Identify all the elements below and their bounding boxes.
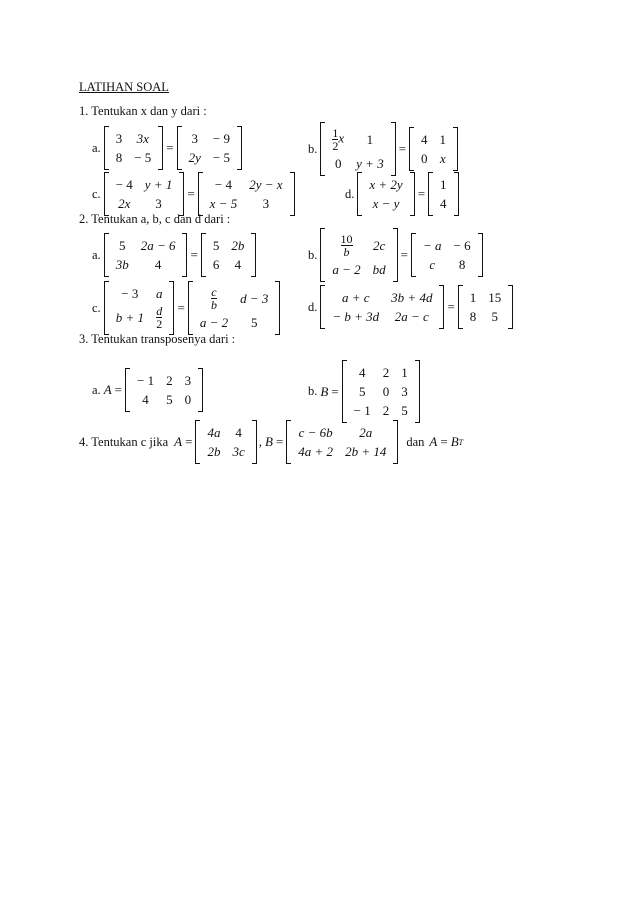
q2a: [92, 233, 256, 277]
condition-equals: =: [440, 434, 448, 449]
q2c-label: c.: [92, 300, 101, 315]
q1b-label: b.: [308, 141, 318, 156]
q1c-right-matrix: − 4 2y − x x − 5 3: [198, 172, 295, 216]
q1c: [92, 172, 295, 216]
matrix-name-b: B: [320, 383, 329, 399]
q2d: [308, 285, 513, 329]
q2b: [308, 228, 483, 282]
q2b-right-matrix: − a − 6 c 8: [411, 233, 483, 277]
q1d-right-matrix: 1 4: [428, 172, 459, 216]
equals-sign: =: [190, 247, 198, 262]
q1d-left-matrix: x + 2y x − y: [357, 172, 414, 216]
equals-sign: =: [177, 300, 185, 315]
equals-sign: =: [166, 140, 174, 155]
equals-sign: =: [331, 383, 339, 399]
equals-sign: =: [400, 247, 408, 262]
condition-rhs: B: [450, 434, 459, 449]
q3a-label: a.: [92, 382, 101, 397]
q1a-label: a.: [92, 140, 101, 155]
q2d-label: d.: [308, 299, 318, 314]
question-4-label: 4. Tentukan c jika: [79, 435, 169, 449]
q1d: [345, 172, 459, 216]
equals-sign: =: [187, 186, 195, 201]
equals-sign: =: [114, 382, 122, 397]
q1a-right-matrix: 3 − 9 2y − 5: [177, 126, 242, 170]
q4-matrix-a: 4a 4 2b 3c: [195, 420, 256, 464]
q3b: [308, 360, 420, 423]
q3a-matrix: − 1 2 3 4 5 0: [125, 368, 203, 412]
question-3-label: 3. Tentukan transposenya dari :: [79, 332, 236, 346]
fraction: $\frac{1}{2}$: [332, 126, 339, 153]
fraction: $\frac{c}{b}$: [210, 285, 217, 312]
page-title: LATIHAN SOAL: [79, 80, 169, 94]
q2a-left-matrix: 5 2a − 6 3b 4: [104, 233, 188, 277]
equals-sign: =: [275, 434, 284, 449]
q1b: [308, 122, 458, 176]
matrix-name-a: A: [103, 382, 112, 397]
equals-sign: =: [417, 186, 426, 201]
q2b-left-matrix: $\frac{10}{b}$ 2c a − 2 bd: [320, 228, 397, 282]
q1c-label: c.: [92, 186, 101, 201]
q2d-left-matrix: a + c 3b + 4d − b + 3d 2a − c: [320, 285, 444, 329]
equals-sign: =: [447, 299, 455, 314]
q3b-label: b.: [308, 384, 318, 398]
q1a: [92, 126, 242, 170]
fraction: $\frac{10}{b}$: [340, 232, 353, 259]
equals-sign: =: [185, 434, 193, 449]
q2c-right-matrix: $\frac{c}{b}$ d − 3 a − 2 5: [188, 281, 281, 335]
equals-sign: =: [398, 141, 407, 156]
q1b-left-matrix: $\frac{1}{2}$ x 1 0 y + 3: [320, 122, 395, 176]
matrix-name-a: A: [174, 434, 183, 449]
q2c: [92, 281, 280, 335]
question-2-label: 2. Tentukan a, b, c dan d dari :: [79, 212, 231, 226]
q2d-right-matrix: 1 15 8 5: [458, 285, 514, 329]
q1d-label: d.: [345, 186, 355, 201]
q1c-left-matrix: − 4 y + 1 2x 3: [104, 172, 185, 216]
q1a-left-matrix: 3 3x 8 − 5: [104, 126, 164, 170]
transpose-superscript: T: [458, 437, 464, 447]
q4-matrix-b: c − 6b 2a 4a + 2 2b + 14: [286, 420, 398, 464]
q3a: [92, 368, 203, 412]
comma: ,: [258, 434, 262, 449]
q2a-right-matrix: 5 2b 6 4: [201, 233, 257, 277]
question-1-label: 1. Tentukan x dan y dari :: [79, 104, 207, 118]
condition-lhs: A: [429, 434, 438, 449]
q2b-label: b.: [308, 247, 318, 262]
q1b-right-matrix: 4 1 0 x: [409, 127, 458, 171]
q2c-left-matrix: − 3 a b + 1 $\frac{d}{2}$: [104, 281, 175, 335]
dan-word: dan: [406, 435, 425, 449]
q4: [79, 420, 463, 464]
q3b-matrix: 4 2 1 5 0 3 − 1 2 5: [342, 360, 420, 423]
matrix-name-b: B: [264, 434, 273, 449]
fraction: $\frac{d}{2}$: [156, 304, 163, 331]
q2a-label: a.: [92, 247, 101, 262]
